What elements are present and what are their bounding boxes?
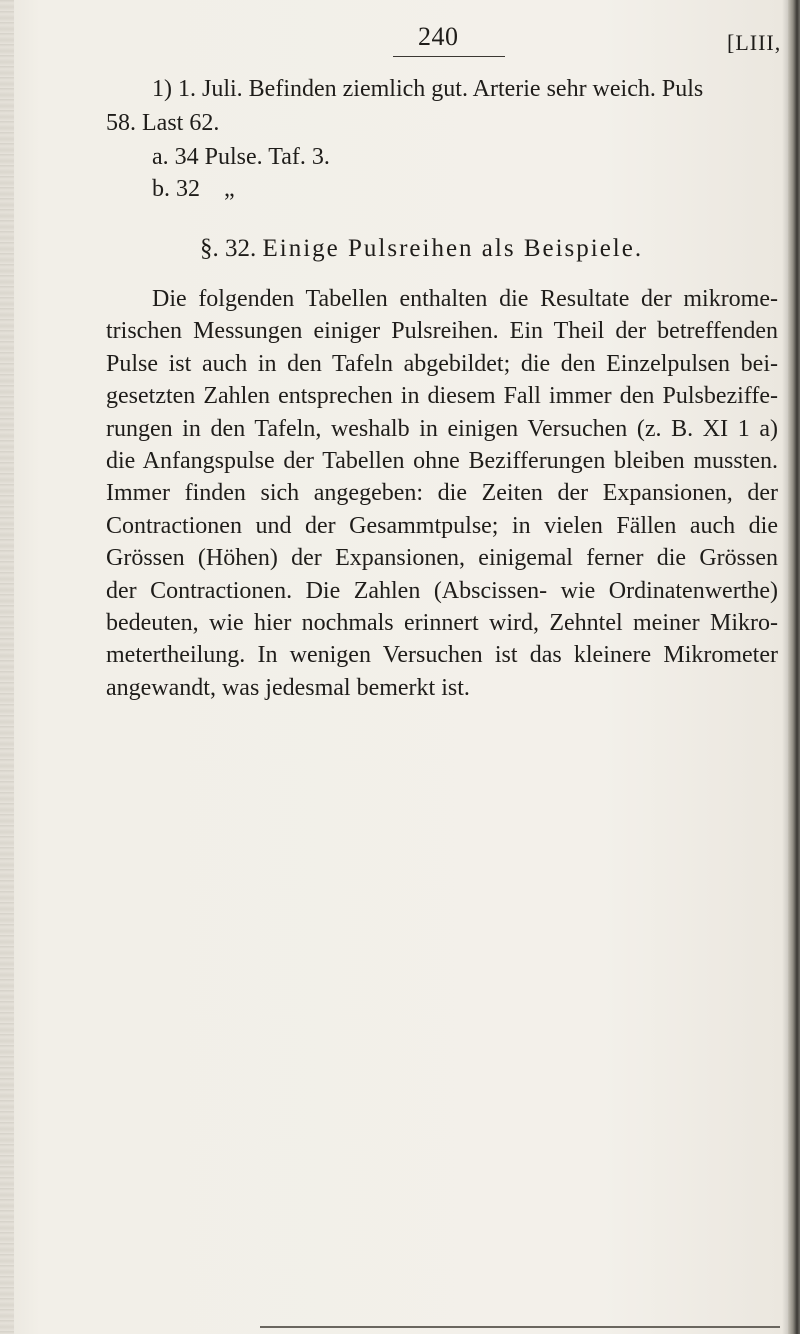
entry-line-2: 58. Last 62. <box>106 110 220 136</box>
paragraph-line: Die folgenden Tabellen enthalten die Resultate der mikrome- <box>152 286 778 312</box>
paragraph-line: angewandt, was jedesmal bemerkt ist. <box>106 674 470 701</box>
page-left-edge <box>0 0 14 1334</box>
header-rule <box>393 56 505 57</box>
paragraph-line: bedeuten, wie hier nochmals erinnert wird, Zehntel meiner Mikro- <box>106 610 778 637</box>
entry-line-4: b. 32 „ <box>152 176 235 202</box>
paragraph-line: gesetzten Zahlen entsprechen in diesem Fall immer den Pulsbeziffe- <box>106 383 778 410</box>
paragraph-line: Grössen (Höhen) der Expansionen, einigemal ferner die Grössen <box>106 545 778 572</box>
paragraph-line: Immer finden sich angegeben: die Zeiten der Expansionen, der <box>106 480 778 507</box>
section-title: Einige Pulsreihen als Beispiele. <box>262 235 644 262</box>
section-mark: [LIII, <box>727 30 782 55</box>
paragraph-line: rungen in den Tafeln, weshalb in einigen Versuchen (z. B. XI 1 a) <box>106 415 778 442</box>
page-binding-edge <box>788 0 800 1334</box>
paragraph-line: trischen Messungen einiger Pulsreihen. Ein Theil der betreffenden <box>106 318 778 345</box>
paragraph-line: metertheilung. In wenigen Versuchen ist das kleinere Mikrometer <box>106 642 778 669</box>
paragraph-line: Contractionen und der Gesammtpulse; in vielen Fällen auch die <box>106 512 778 539</box>
entry-line-1: 1) 1. Juli. Befinden ziemlich gut. Arterie sehr weich. Puls <box>152 76 704 102</box>
paragraph-line: die Anfangspulse der Tabellen ohne Bezifferungen bleiben mussten. <box>106 448 778 475</box>
page-number: 240 <box>418 22 459 51</box>
paragraph-line: Pulse ist auch in den Tafeln abgebildet; die den Einzelpulsen bei- <box>106 350 778 377</box>
entry-line-3: a. 34 Pulse. Taf. 3. <box>152 144 330 170</box>
section-heading <box>200 232 643 266</box>
section-number: §. 32. <box>200 235 257 262</box>
body-paragraph <box>106 283 778 704</box>
paragraph-line: der Contractionen. Die Zahlen (Abscissen- wie Ordinatenwerthe) <box>106 577 778 604</box>
bottom-edge-rule <box>260 1326 780 1328</box>
